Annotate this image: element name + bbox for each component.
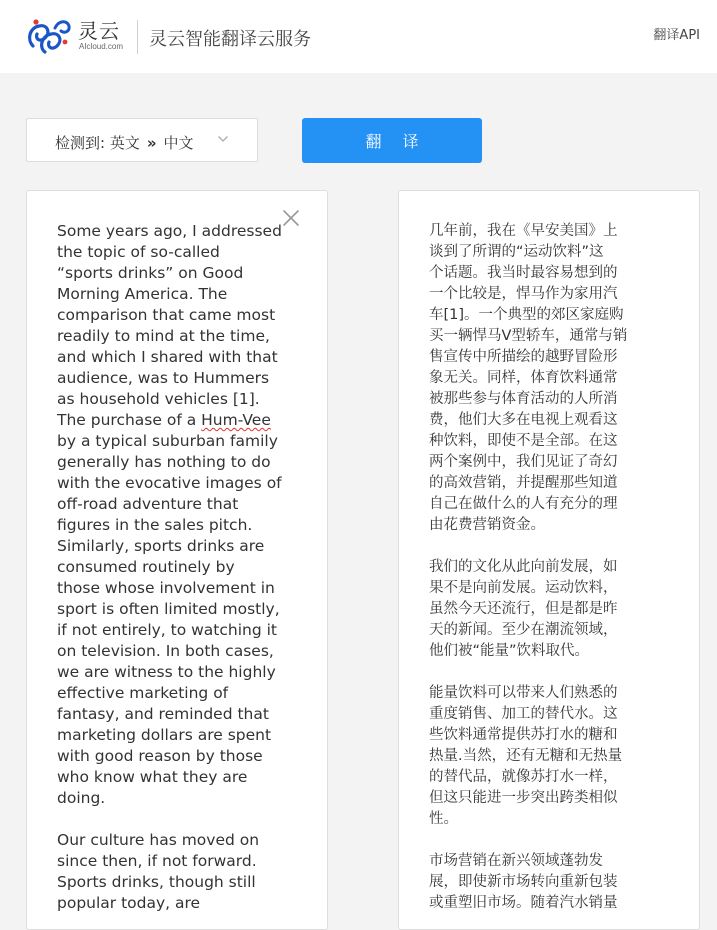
source-text-line: who know what they are xyxy=(57,768,248,786)
translation-text-line: 的高效营销，并提醒那些知道 xyxy=(429,475,618,491)
language-selector[interactable] xyxy=(26,118,258,162)
source-text-line: the topic of so-called xyxy=(57,243,220,261)
translation-text-line: 但这只能进一步突出跨类相似 xyxy=(429,790,618,806)
translation-text-line: 的替代品，就像苏打水一样， xyxy=(429,769,618,785)
source-text-line: generally has nothing to do xyxy=(57,453,271,471)
source-text-line: “sports drinks” on Good xyxy=(57,264,244,282)
translation-text-line: 售宣传中所描绘的越野冒险形 xyxy=(429,349,618,365)
source-text-line: The purchase of a Hum-Vee xyxy=(57,411,271,429)
source-text-line: Our culture has moved on xyxy=(57,831,260,849)
translation-text-line: 一个比较是，悍马作为家用汽 xyxy=(429,286,618,302)
source-text-line: since then, if not forward. xyxy=(57,852,257,870)
source-text-line: audience, was to Hummers xyxy=(57,369,270,387)
translation-text-line: 展，即使新市场转向重新包装 xyxy=(429,874,618,890)
lingyun-logo-icon xyxy=(25,14,73,58)
source-text-line: with good reason by those xyxy=(57,747,263,765)
source-text-line: comparison that came most xyxy=(57,306,276,324)
detected-language: 检测到: 英文 xyxy=(55,134,140,152)
chevron-down-icon xyxy=(217,133,229,145)
translation-text-line: 被那些参与体育活动的人所消 xyxy=(429,391,618,407)
translation-text-paragraph xyxy=(429,221,649,536)
close-icon[interactable] xyxy=(281,208,301,228)
logo-name: 灵云 xyxy=(78,19,120,43)
source-text-line: effective marketing of xyxy=(57,684,229,702)
translation-text-line: 两个案例中，我们见证了奇幻 xyxy=(429,454,618,470)
translation-text-line: 费，他们大多在电视上观看这 xyxy=(429,412,618,428)
translation-text-line: 些饮料通常提供苏打水的糖和 xyxy=(429,727,618,743)
translation-text-line: 我们的文化从此向前发展，如 xyxy=(429,559,618,575)
direction-separator: » xyxy=(146,133,157,152)
translate-button[interactable]: 翻 译 xyxy=(302,118,482,163)
source-text-line: Some years ago, I addressed xyxy=(57,222,282,240)
source-text-line: sport is often limited mostly, xyxy=(57,600,280,618)
source-text-input[interactable] xyxy=(57,221,282,930)
translation-text-paragraph xyxy=(429,557,649,662)
translation-text-line: 几年前，我在《早安美国》上 xyxy=(429,223,618,239)
translation-text-line: 虽然今天还流行，但是都是昨 xyxy=(429,601,618,617)
source-text-line: and which I shared with that xyxy=(57,348,278,366)
translation-text-line: 买一辆悍马V型轿车，通常与销 xyxy=(429,328,628,344)
logo-domain: AIcloud.com xyxy=(79,42,124,51)
source-text-line: off-road adventure that xyxy=(57,495,239,513)
source-text-line: doing. xyxy=(57,789,106,807)
source-text-line: marketing dollars are spent xyxy=(57,726,272,744)
source-text-line: Similarly, sports drinks are xyxy=(57,537,265,555)
top-header xyxy=(0,0,717,73)
translation-text-line: 果不是向前发展。运动饮料， xyxy=(429,580,618,596)
source-text-line: fantasy, and reminded that xyxy=(57,705,269,723)
source-text-line: on television. In both cases, xyxy=(57,642,274,660)
source-text-line: those whose involvement in xyxy=(57,579,275,597)
translation-text-paragraph xyxy=(429,683,649,830)
translation-text-line: 谈到了所谓的“运动饮料”这 xyxy=(429,244,604,260)
translation-text-line: 自己在做什么的人有充分的理 xyxy=(429,496,618,512)
translation-text-paragraph xyxy=(429,851,649,914)
translation-text-line: 他们被“能量”饮料取代。 xyxy=(429,643,590,659)
source-text-line: by a typical suburban family xyxy=(57,432,278,450)
language-selector-text xyxy=(55,132,194,153)
source-text-line: with the evocative images of xyxy=(57,474,282,492)
translation-text-line: 象无关。同样，体育饮料通常 xyxy=(429,370,618,386)
source-text-paragraph xyxy=(57,221,282,809)
translation-text-line: 或重塑旧市场。随着汽水销量 xyxy=(429,895,618,911)
source-text-line: as household vehicles [1]. xyxy=(57,390,260,408)
translation-text-line: 能量饮料可以带来人们熟悉的 xyxy=(429,685,618,701)
service-title: 灵云智能翻译云服务 xyxy=(149,29,311,50)
translation-text-line: 重度销售、加工的替代水。这 xyxy=(429,706,618,722)
translation-text-line: 热量.当然，还有无糖和无热量 xyxy=(429,748,623,764)
translation-result-text xyxy=(429,221,649,930)
source-text-line: we are witness to the highly xyxy=(57,663,276,681)
source-text-line: consumed routinely by xyxy=(57,558,235,576)
source-text-panel[interactable] xyxy=(26,190,328,930)
translation-text-line: 市场营销在新兴领域蓬勃发 xyxy=(429,853,603,869)
translation-text-line: 种饮料，即使不是全部。在这 xyxy=(429,433,618,449)
source-text-line: readily to mind at the time, xyxy=(57,327,270,345)
translation-text-line: 由花费营销资金。 xyxy=(429,517,545,533)
translation-text-line: 性。 xyxy=(429,811,458,827)
target-language: 中文 xyxy=(163,134,194,152)
header-divider xyxy=(137,20,138,54)
translation-result-panel xyxy=(398,190,700,930)
source-text-line: figures in the sales pitch. xyxy=(57,516,253,534)
source-text-line: if not entirely, to watching it xyxy=(57,621,278,639)
source-text-paragraph xyxy=(57,830,279,914)
translation-text-line: 个话题。我当时最容易想到的 xyxy=(429,265,618,281)
translation-api-link[interactable]: 翻译API xyxy=(653,28,700,43)
source-text-line: Sports drinks, though still xyxy=(57,873,256,891)
translation-text-line: 天的新闻。至少在潮流领域， xyxy=(429,622,618,638)
source-text-line: Morning America. The xyxy=(57,285,228,303)
source-text-line: popular today, are xyxy=(57,894,201,912)
translation-text-line: 车[1]。一个典型的郊区家庭购 xyxy=(429,307,624,323)
